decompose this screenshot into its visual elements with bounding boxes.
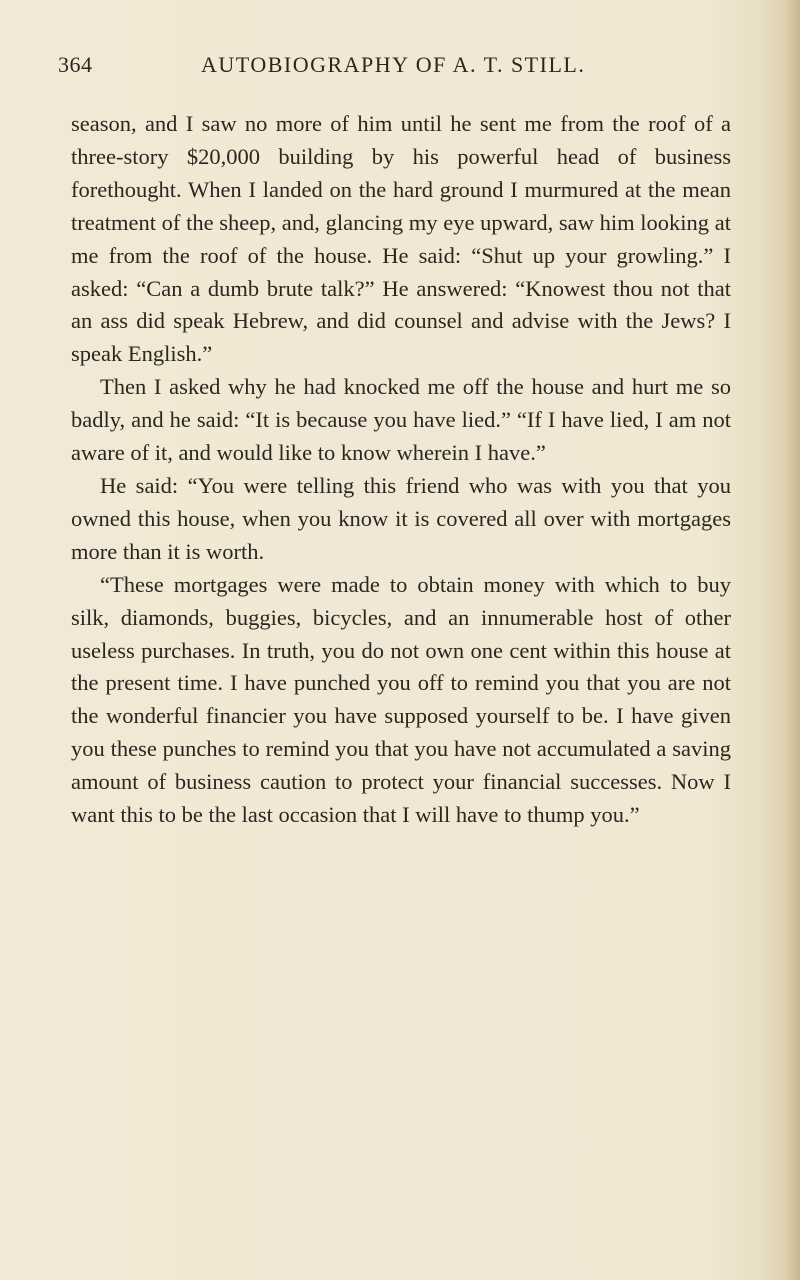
page-header	[58, 52, 738, 86]
page-edge-shadow	[786, 0, 800, 1280]
body-text	[71, 108, 731, 832]
paragraph: season, and I saw no more of him until he sent me from the roof of a three-story $20,000 building by his powerful head of business forethought. When I landed on the hard ground I murmured at the mean treatment of the sheep, and, glancing my eye upward, saw him looking at me from the roof of the house. He said: “Shut up your growling.” I asked: “Can a dumb brute talk?” He answered: “Knowest thou not that an ass did speak Hebrew, and did counsel and advise with the Jews? I speak English.”	[71, 111, 731, 367]
paragraph: Then I asked why he had knocked me off the house and hurt me so badly, and he said: “It is because you have lied.” “If I have lied, I am not aware of it, and would like to know wherein I have.”	[71, 374, 731, 466]
paragraph: He said: “You were telling this friend who was with you that you owned this house, when you know it is covered all over with mortgages more than it is worth.	[71, 472, 731, 564]
paragraph: “These mortgages were made to obtain money with which to buy silk, diamonds, buggies, bicycles, and an innumerable host of other useless purchases. In truth, you do not own one cent within this house at the present time. I have punched you off to remind you that you are not the wonderful financier you have supposed yourself to be. I have given you these punches to remind you that you have not accumulated a saving amount of business caution to protect your financial successes. Now I want this to be the last occasion that I will have to thump you.”	[71, 571, 731, 828]
running-head: AUTOBIOGRAPHY OF A. T. STILL.	[201, 52, 586, 77]
page-number: 364	[58, 52, 93, 77]
